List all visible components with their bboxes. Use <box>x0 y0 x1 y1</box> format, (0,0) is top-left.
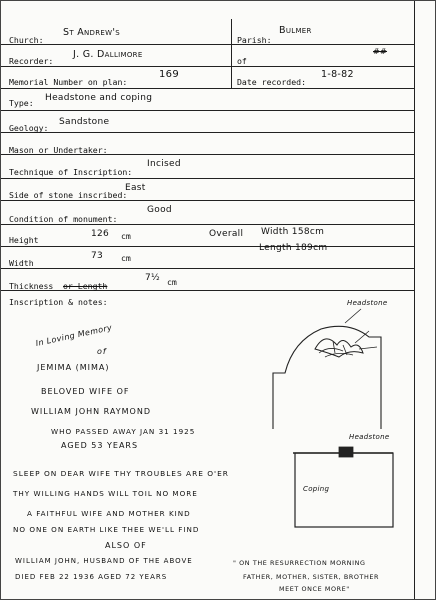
row-memorial-number <box>1 67 415 89</box>
row-side <box>1 179 415 201</box>
plan-sketch <box>281 441 411 541</box>
of-label: of <box>237 56 247 66</box>
side-label: Side of stone inscribed: <box>9 190 128 200</box>
type-label: Type: <box>9 98 34 108</box>
mason-label: Mason or Undertaker: <box>9 145 108 155</box>
row-height <box>1 225 415 247</box>
carved-lily-motif <box>315 339 363 357</box>
divider <box>231 67 232 89</box>
inscription-line-1: In Loving Memory <box>34 322 114 349</box>
inscription-line-12: ALSO OF <box>105 541 147 550</box>
inscription-quote-1: " ON THE RESURRECTION MORNING <box>233 559 366 567</box>
inscription-quote-3: MEET ONCE MORE" <box>279 585 350 593</box>
recorder-value: J. G. Dallimore <box>73 49 143 60</box>
height-label: Height <box>9 235 39 245</box>
condition-label: Condition of monument: <box>9 214 118 224</box>
width-label: Width <box>9 258 34 268</box>
divider <box>231 45 232 67</box>
recorder-label: Recorder: <box>9 56 54 66</box>
overall-width: Width 158cm <box>261 227 325 237</box>
width-value: 73 <box>91 251 104 261</box>
row-condition <box>1 201 415 225</box>
coping-rectangle <box>295 453 393 527</box>
of-value: ## <box>373 47 388 56</box>
inscription-line-5: WILLIAM JOHN RAYMOND <box>31 407 151 416</box>
inscription-line-13: WILLIAM JOHN, HUSBAND OF THE ABOVE <box>15 557 193 565</box>
technique-label: Technique of Inscription: <box>9 167 133 177</box>
inscription-line-14: DIED FEB 22 1936 AGED 72 YEARS <box>15 573 168 581</box>
overall-label: Overall <box>209 229 244 239</box>
row-church-parish <box>1 19 415 45</box>
pointer-line <box>345 309 361 323</box>
memorial-number-value: 169 <box>159 69 179 80</box>
inscription-line-6: WHO PASSED AWAY JAN 31 1925 <box>51 427 196 436</box>
date-recorded-value: 1-8-82 <box>321 69 354 80</box>
thickness-value: 7½ <box>145 273 161 283</box>
inscription-quote-2: FATHER, MOTHER, SISTER, BROTHER <box>243 573 380 581</box>
headstone-outline <box>273 326 381 429</box>
thickness-label: Thickness <box>9 281 54 291</box>
condition-value: Good <box>147 205 172 215</box>
church-label: Church: <box>9 35 44 45</box>
thickness-struck-label: or Length <box>63 281 108 291</box>
side-value: East <box>125 183 146 193</box>
width-unit: cm <box>121 253 131 263</box>
date-recorded-label: Date recorded: <box>237 77 307 87</box>
row-recorder <box>1 45 415 67</box>
inscription-line-4: BELOVED WIFE OF <box>41 387 130 396</box>
church-value: St Andrew's <box>63 27 121 38</box>
inscription-line-2: of <box>97 347 107 356</box>
divider <box>231 19 232 45</box>
inscription-line-8: SLEEP ON DEAR WIFE THY TROUBLES ARE O'ER <box>13 469 229 478</box>
headstone-label-top: Headstone <box>347 299 388 307</box>
inscription-notes-label: Inscription & notes: <box>9 297 108 307</box>
row-mason <box>1 133 415 155</box>
thickness-unit: cm <box>167 277 177 287</box>
height-value: 126 <box>91 229 110 239</box>
geology-value: Sandstone <box>59 117 110 127</box>
headstone-elevation-sketch <box>259 301 409 441</box>
headstone-label-plan: Headstone <box>349 433 390 441</box>
parish-label: Parish: <box>237 35 272 45</box>
row-thickness <box>1 269 415 291</box>
geology-label: Geology: <box>9 123 49 133</box>
inscription-line-7: AGED 53 YEARS <box>61 441 139 450</box>
inscription-line-10: A FAITHFUL WIFE AND MOTHER KIND <box>27 509 191 518</box>
headstone-plan-mark <box>339 447 353 457</box>
inscription-line-9: THY WILLING HANDS WILL TOIL NO MORE <box>13 489 198 498</box>
inscription-line-3: JEMIMA (MIMA) <box>37 363 110 372</box>
height-unit: cm <box>121 231 131 241</box>
technique-value: Incised <box>147 159 181 169</box>
inscription-line-11: NO ONE ON EARTH LIKE THEE WE'LL FIND <box>13 525 200 534</box>
memorial-number-label: Memorial Number on plan: <box>9 77 128 87</box>
row-geology <box>1 111 415 133</box>
row-type <box>1 89 415 111</box>
parish-value: Bulmer <box>279 25 312 36</box>
row-width <box>1 243 415 269</box>
overall-length: Length 189cm <box>259 243 328 253</box>
type-value: Headstone and coping <box>45 93 153 103</box>
coping-label: Coping <box>303 485 330 493</box>
row-technique <box>1 155 415 179</box>
